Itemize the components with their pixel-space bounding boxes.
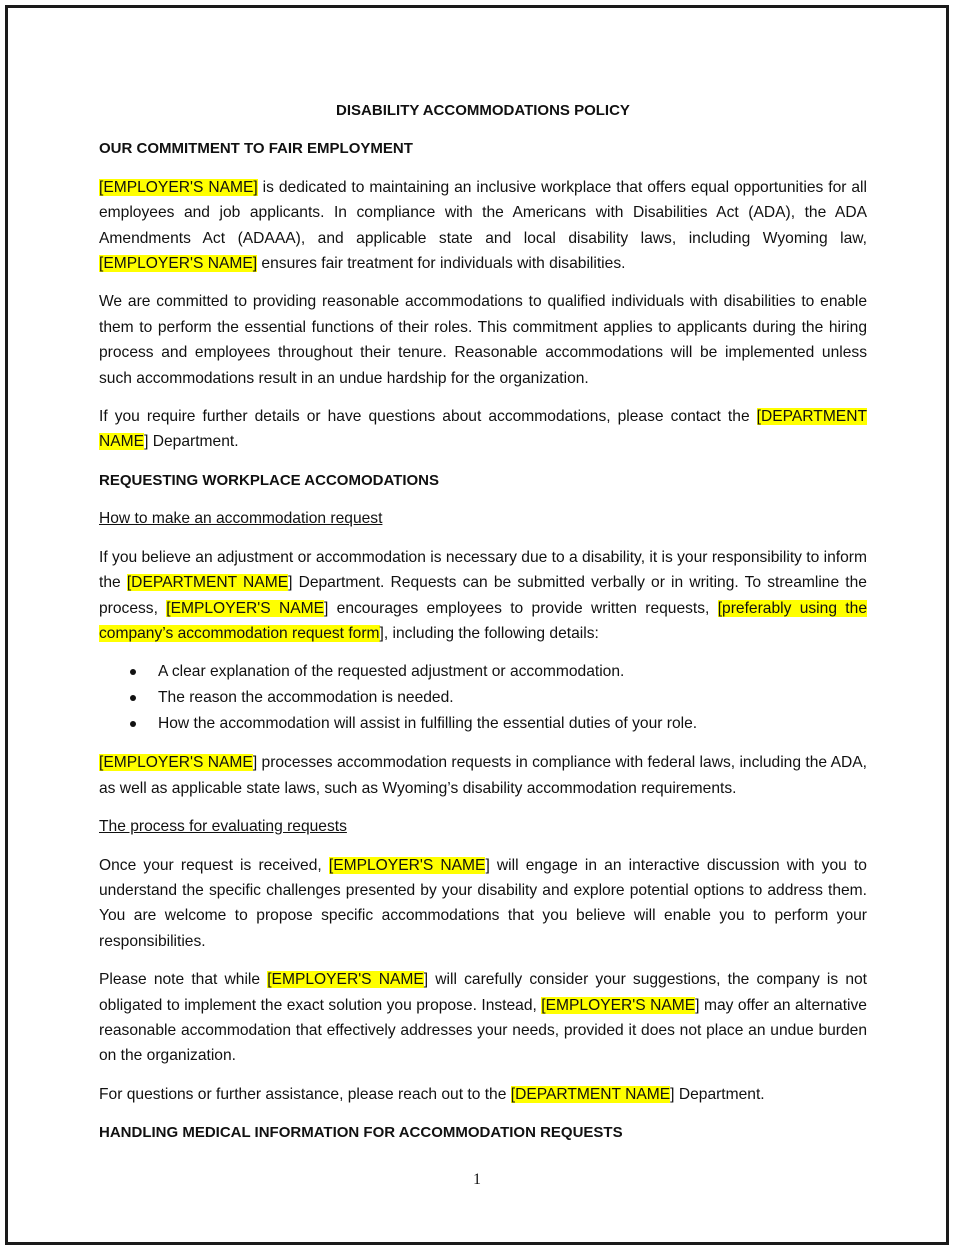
placeholder-department-name: [DEPARTMENT NAME [126,574,289,592]
bullet-icon [130,721,136,727]
paragraph-evaluation-alternative: Please note that while [EMPLOYER'S NAME] will carefully consider your suggestions, the company is not obligated to implement the exact solution you propose. Instead, [EMPLOYER'S NAME] may offer an alternative reasonable accommodation that effectively addresses your needs, provided it does not place an undue burden on the organization. [99,971,867,1065]
placeholder-employer-name: [EMPLOYER'S NAME [267,971,424,989]
page-number: 1 [473,1171,481,1188]
placeholder-department-name: [DEPARTMENT NAME [99,408,867,451]
list-item: The reason the accommodation is needed. [99,685,867,711]
section-heading-medical-information: HANDLING MEDICAL INFORMATION FOR ACCOMMODATION REQUESTS [99,1124,623,1142]
placeholder-employer-name: [EMPLOYER'S NAME] [99,178,258,196]
placeholder-department-name: [DEPARTMENT NAME [510,1085,671,1103]
subheading-how-to-request: How to make an accommodation request [99,510,383,528]
bullet-icon [130,695,136,701]
placeholder-employer-name: [EMPLOYER'S NAME [541,996,696,1014]
section-heading-requesting: REQUESTING WORKPLACE ACCOMODATIONS [99,471,439,489]
placeholder-employer-name: [EMPLOYER'S NAME] [99,255,258,273]
placeholder-employer-name: [EMPLOYER'S NAME [166,599,325,617]
paragraph-request-instructions: If you believe an adjustment or accommodation is necessary due to a disability, it is your responsibility to inform the [DEPARTMENT NAME] Department. Requests can be submitted verbally or in writing. To streamline the process, [EMPLOYER'S NAME] encourages employees to provide written requests, [preferably using the company’s accommodation request form], including the following details: [99,548,867,642]
bullet-icon [130,669,136,675]
subheading-evaluating-requests: The process for evaluating requests [99,818,347,836]
paragraph-request-compliance: [EMPLOYER'S NAME] processes accommodation requests in compliance with federal laws, including the ADA, as well as applicable state laws, such as Wyoming’s disability accommodation requirements. [99,754,867,797]
placeholder-employer-name: [EMPLOYER'S NAME [99,754,253,772]
paragraph-evaluation-process: Once your request is received, [EMPLOYER'S NAME] will engage in an interactive discussion with you to understand the specific challenges presented by your disability and explore potential options to address them. You are welcome to propose specific accommodations that you believe will enable you to perform your responsibilities. [99,856,867,950]
paragraph-evaluation-contact: For questions or further assistance, please reach out to the [DEPARTMENT NAME] Department. [99,1085,765,1103]
section-heading-commitment: OUR COMMITMENT TO FAIR EMPLOYMENT [99,140,413,158]
document-page [5,5,949,1245]
paragraph-commitment-contact: If you require further details or have questions about accommodations, please contact the [DEPARTMENT NAME] Department. [99,408,867,451]
request-details-list [99,659,867,737]
placeholder-employer-name: [EMPLOYER'S NAME [328,856,486,874]
paragraph-commitment-accommodations: We are committed to providing reasonable accommodations to qualified individuals with disabilities to enable them to perform the essential functions of their roles. This commitment applies to applicants during the hiring process and employees throughout their tenure. Reasonable accommodations will be implemented unless such accommodations result in an undue hardship for the organization. [99,293,867,387]
list-item: A clear explanation of the requested adjustment or accommodation. [99,659,867,685]
document-body [99,98,867,1159]
placeholder-request-form: [preferably using the company’s accommodation request form [99,599,867,642]
paragraph-commitment-intro: [EMPLOYER'S NAME] is dedicated to maintaining an inclusive workplace that offers equal opportunities for all employees and job applicants. In compliance with the Americans with Disabilities Act (ADA), the ADA Amendments Act (ADAAA), and applicable state and local disability laws, including Wyoming law, [EMPLOYER'S NAME] ensures fair treatment for individuals with disabilities. [99,178,867,273]
list-item: How the accommodation will assist in fulfilling the essential duties of your role. [99,711,867,737]
document-title: DISABILITY ACCOMMODATIONS POLICY [336,102,630,119]
